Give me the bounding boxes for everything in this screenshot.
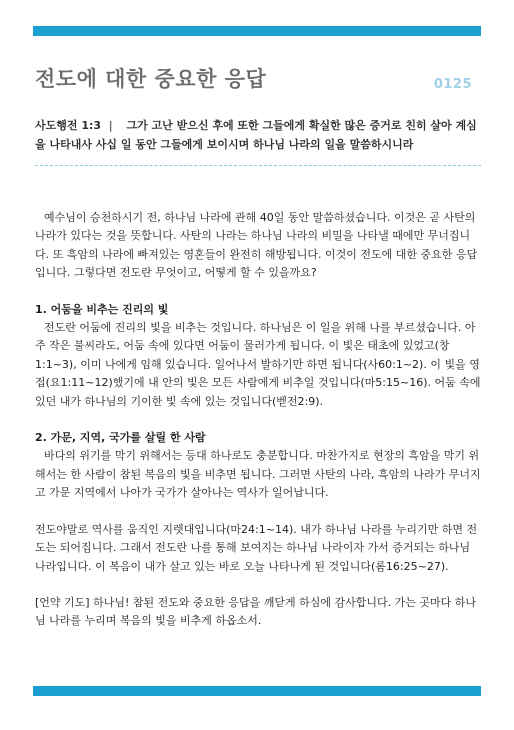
section-2-heading: 2. 가문, 지역, 국가를 살릴 한 사람 <box>35 431 206 445</box>
body-text <box>35 209 481 649</box>
page-title: 전도에 대한 중요한 응답 <box>35 67 267 91</box>
paragraph-3: 전도야말로 역사를 움직인 지렛대입니다(마24:1~14). 내가 하나님 나라를 누리기만 하면 전도는 되어집니다. 그래서 전도란 나를 통해 보여지는 하나님 나라이자 가서 증거되는 하나님 나라입니다. 이 복음이 내가 살고 있는 바로 오늘 나타나게 된 것입니다(롬16:25~27). <box>35 522 478 573</box>
bottom-accent-bar <box>33 686 481 696</box>
section-1 <box>35 301 481 411</box>
section-2 <box>35 429 481 503</box>
prayer-paragraph: [언약 기도] 하나님! 참된 전도와 중요한 응답을 깨닫게 하심에 감사합니다. 가는 곳마다 하나님 나라를 누리며 복음의 빛을 비추게 하옵소서. <box>35 595 476 628</box>
verse-block <box>35 116 481 154</box>
section-1-text: 전도란 어둠에 진리의 빛을 비추는 것입니다. 하나님은 이 일을 위해 나를 부르셨습니다. 아주 작은 불씨라도, 어둠 속에 있다면 어둠이 물러가게 됩니다. 이 빛은 태초에 있었고(창1:1~3), 이미 나에게 임해 있습니다. 일어나서 발하기만 하면 됩니다(사60:1~2). 이 빛을 영접(요1:11~12)했기에 내 안의 빛은 모든 사람에게 비추일 것입니다(마5:15~16). 어둠 속에 있던 내가 하나님의 기이한 빛 속에 있는 것입니다(벧전2:9). <box>35 321 481 408</box>
top-accent-bar <box>33 26 481 36</box>
section-2-text: 바다의 위기를 막기 위해서는 등대 하나로도 충분합니다. 마찬가지로 현장의 흑암을 막기 위해서는 한 사람이 참된 복음의 빛을 비추면 됩니다. 그러면 사탄의 나라, 흑암의 나라가 무너지고 가문 지역에서 나아가 국가가 살아나는 역사가 일어납니다. <box>35 449 481 500</box>
verse-separator: | <box>108 119 113 132</box>
page-number: 0125 <box>433 77 472 92</box>
dashed-divider <box>35 165 481 166</box>
intro-paragraph: 예수님이 승천하시기 전, 하나님 나라에 관해 40일 동안 말씀하셨습니다. 이것은 곧 사탄의 나라가 있다는 것을 뜻합니다. 사탄의 나라는 하나님 나라의 비밀을 나타낼 때에만 무너집니다. 또 흑암의 나라에 빠져있는 영혼들이 완전히 해방됩니다. 이것이 전도에 대한 중요한 응답입니다. 그렇다면 전도란 무엇이고, 어떻게 할 수 있을까요? <box>35 211 478 280</box>
verse-reference: 사도행전 1:3 <box>35 119 102 132</box>
section-1-heading: 1. 어둠을 비추는 진리의 빛 <box>35 302 169 316</box>
verse-text: 그가 고난 받으신 후에 또한 그들에게 확실한 많은 증거로 친히 살아 계심을 나타내사 사십 일 동안 그들에게 보이시며 하나님 나라의 일을 말씀하시니라 <box>35 119 477 151</box>
